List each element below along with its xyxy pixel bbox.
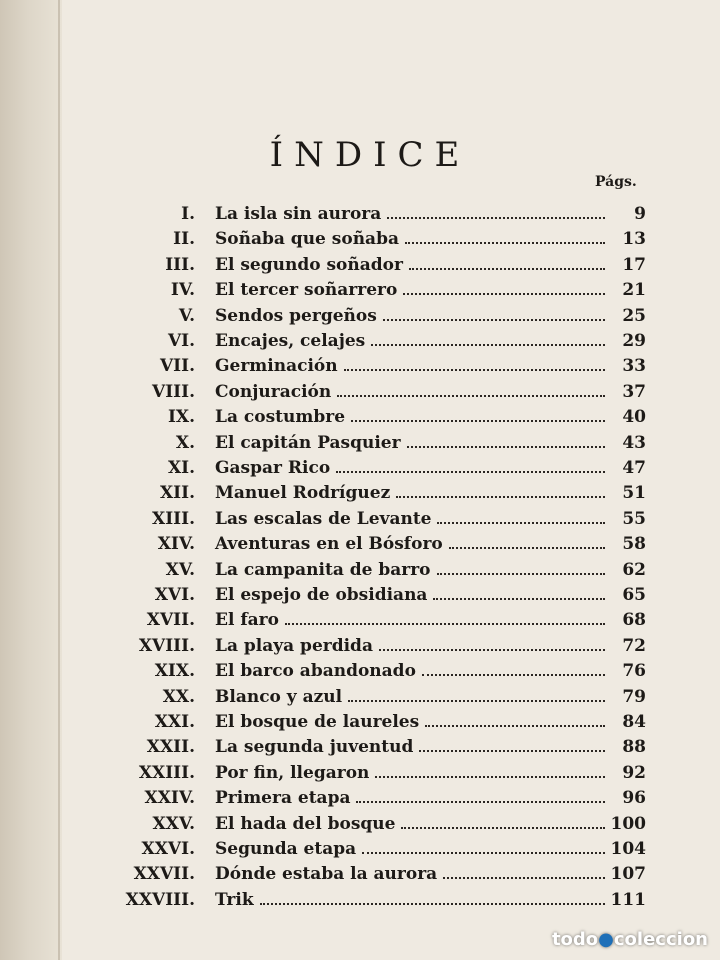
leader-dots <box>405 239 605 244</box>
chapter-title: Las escalas de Levante <box>215 508 432 529</box>
watermark-prefix: todo <box>551 929 599 950</box>
chapter-title: El barco abandonado <box>215 661 416 682</box>
leader-dots <box>260 900 605 905</box>
leader-dots <box>449 544 605 549</box>
chapter-page-number: 37 <box>622 381 646 402</box>
chapter-number: IV. <box>170 280 195 301</box>
chapter-number: XXVIII. <box>125 889 195 910</box>
leader-dots <box>351 417 605 422</box>
chapter-title: Gaspar Rico <box>215 458 331 478</box>
chapter-number: XII. <box>159 483 195 504</box>
chapter-title-wrap <box>215 407 605 427</box>
chapter-number: XIX. <box>154 661 195 682</box>
chapter-number: XV. <box>165 559 195 580</box>
chapter-number: XI. <box>167 458 195 478</box>
toc-row <box>0 304 720 330</box>
chapter-page-number: 40 <box>622 407 646 428</box>
toc-row <box>0 786 720 812</box>
leader-dots <box>336 468 605 473</box>
chapter-title: La segunda juventud <box>215 737 414 758</box>
chapter-number: III. <box>165 254 195 275</box>
chapter-page-number: 21 <box>622 280 646 301</box>
toc-row <box>0 837 720 863</box>
chapter-title: Segunda etapa <box>215 839 357 859</box>
chapter-title-wrap <box>215 763 605 783</box>
leader-dots <box>356 798 605 803</box>
chapter-title: El bosque de laureles <box>215 712 420 732</box>
chapter-title-wrap <box>215 229 605 249</box>
chapter-title: Primera etapa <box>215 788 351 809</box>
leader-dots <box>362 849 605 854</box>
chapter-page-number: 9 <box>634 204 646 224</box>
chapter-page-number: 33 <box>622 356 646 377</box>
chapter-title: Por fin, llegaron <box>215 762 370 783</box>
leader-dots <box>407 443 605 448</box>
chapter-page-number: 107 <box>610 864 646 885</box>
chapter-title-wrap <box>215 610 605 630</box>
leader-dots <box>422 671 605 676</box>
chapter-title-wrap <box>215 331 605 351</box>
chapter-title-wrap <box>215 661 605 681</box>
chapter-number: XXIII. <box>138 762 195 783</box>
chapter-title-wrap <box>215 306 605 326</box>
leader-dots <box>403 290 605 295</box>
pages-column-label: Págs. <box>595 174 637 190</box>
chapter-title-wrap <box>215 356 605 376</box>
chapter-page-number: 96 <box>622 788 646 809</box>
toc-row <box>0 888 720 914</box>
leader-dots <box>409 265 605 270</box>
chapter-title-wrap <box>215 687 605 707</box>
toc-row <box>0 329 720 355</box>
leader-dots <box>375 773 605 778</box>
chapter-number: IX. <box>167 407 195 428</box>
toc-row <box>0 558 720 584</box>
leader-dots <box>285 620 605 625</box>
chapter-title-wrap <box>215 814 605 834</box>
chapter-page-number: 79 <box>622 686 646 707</box>
toc-row <box>0 253 720 279</box>
chapter-page-number: 68 <box>622 610 646 631</box>
chapter-number: XXVII. <box>133 864 195 885</box>
toc-row <box>0 583 720 609</box>
chapter-page-number: 58 <box>622 534 646 555</box>
chapter-number: XXVI. <box>141 839 195 859</box>
chapter-number: XXI. <box>154 712 195 732</box>
chapter-page-number: 47 <box>622 458 646 478</box>
chapter-title-wrap <box>215 204 605 224</box>
leader-dots <box>425 722 605 727</box>
chapter-title-wrap <box>215 534 605 554</box>
toc-row <box>0 634 720 660</box>
leader-dots <box>419 747 605 752</box>
chapter-title: Germinación <box>215 356 338 377</box>
chapter-number: I. <box>181 204 195 224</box>
chapter-page-number: 65 <box>622 585 646 605</box>
chapter-title: Encajes, celajes <box>215 331 366 351</box>
toc-row <box>0 380 720 406</box>
chapter-page-number: 62 <box>622 559 646 580</box>
chapter-number: VI. <box>167 331 195 351</box>
toc-row <box>0 685 720 711</box>
chapter-title-wrap <box>215 458 605 478</box>
chapter-number: VII. <box>159 356 195 377</box>
chapter-title-wrap <box>215 280 605 300</box>
leader-dots <box>387 214 605 219</box>
leader-dots <box>433 595 605 600</box>
chapter-title-wrap <box>215 890 605 910</box>
chapter-title-wrap <box>215 483 605 503</box>
chapter-title-wrap <box>215 636 605 656</box>
leader-dots <box>401 824 605 829</box>
leader-dots <box>437 519 605 524</box>
chapter-number: VIII. <box>152 381 195 402</box>
chapter-title: La isla sin aurora <box>215 204 382 224</box>
toc-row <box>0 659 720 685</box>
chapter-page-number: 29 <box>622 331 646 351</box>
chapter-title-wrap <box>215 788 605 808</box>
chapter-title-wrap <box>215 712 605 732</box>
chapter-number: XVII. <box>146 610 195 631</box>
leader-dots <box>437 570 605 575</box>
chapter-number: XVI. <box>154 585 195 605</box>
toc-row <box>0 202 720 228</box>
chapter-title-wrap <box>215 382 605 402</box>
chapter-title: La playa perdida <box>215 635 373 656</box>
watermark <box>552 929 708 950</box>
leader-dots <box>337 392 605 397</box>
chapter-page-number: 51 <box>622 483 646 504</box>
leader-dots <box>344 366 605 371</box>
chapter-title: Aventuras en el Bósforo <box>215 534 443 555</box>
chapter-page-number: 25 <box>622 305 646 326</box>
toc-row <box>0 608 720 634</box>
chapter-title-wrap <box>215 509 605 529</box>
chapter-page-number: 111 <box>610 889 646 910</box>
chapter-page-number: 104 <box>610 839 646 859</box>
toc-row <box>0 481 720 507</box>
watermark-suffix: coleccion <box>613 929 708 950</box>
chapter-page-number: 43 <box>622 432 646 453</box>
chapter-title-wrap <box>215 737 605 757</box>
toc-row <box>0 862 720 888</box>
chapter-number: XIV. <box>157 534 195 555</box>
chapter-title: Sendos pergeños <box>215 305 377 326</box>
chapter-title-wrap <box>215 255 605 275</box>
chapter-title: El hada del bosque <box>215 813 396 834</box>
leader-dots <box>443 874 605 879</box>
chapter-title: El tercer soñarrero <box>215 280 398 301</box>
leader-dots <box>371 341 605 346</box>
chapter-number: XXII. <box>146 737 195 758</box>
chapter-title: Dónde estaba la aurora <box>215 864 438 885</box>
chapter-title-wrap <box>215 433 605 453</box>
toc-row <box>0 710 720 736</box>
chapter-title-wrap <box>215 839 605 859</box>
toc-row <box>0 507 720 533</box>
chapter-title: La campanita de barro <box>215 559 431 580</box>
chapter-page-number: 55 <box>622 508 646 529</box>
page-title: ÍNDICE <box>269 134 471 175</box>
chapter-title: Blanco y azul <box>215 686 343 707</box>
leader-dots <box>396 493 605 498</box>
chapter-page-number: 72 <box>622 635 646 656</box>
leader-dots <box>383 316 605 321</box>
toc-row <box>0 354 720 380</box>
leader-dots <box>379 646 605 651</box>
toc-row <box>0 431 720 457</box>
chapter-number: II. <box>173 229 195 250</box>
chapter-title-wrap <box>215 585 605 605</box>
toc-row <box>0 735 720 761</box>
chapter-page-number: 76 <box>622 661 646 682</box>
chapter-number: XVIII. <box>138 635 195 656</box>
chapter-page-number: 84 <box>622 712 646 732</box>
toc-row <box>0 532 720 558</box>
chapter-number: X. <box>175 432 195 453</box>
chapter-title: Trik <box>215 889 254 910</box>
chapter-title: El faro <box>215 610 279 631</box>
toc-row <box>0 278 720 304</box>
toc-row <box>0 405 720 431</box>
chapter-title-wrap <box>215 864 605 884</box>
toc-row <box>0 456 720 482</box>
chapter-title: El segundo soñador <box>215 254 403 275</box>
toc-row <box>0 227 720 253</box>
chapter-page-number: 92 <box>622 762 646 783</box>
watermark-dot: ● <box>598 929 614 950</box>
chapter-number: XXIV. <box>144 788 195 809</box>
chapter-title: El espejo de obsidiana <box>215 585 428 605</box>
chapter-title: Soñaba que soñaba <box>215 229 399 250</box>
leader-dots <box>348 697 605 702</box>
chapter-title-wrap <box>215 560 605 580</box>
chapter-title: Conjuración <box>215 381 332 402</box>
toc-row <box>0 812 720 838</box>
chapter-title: Manuel Rodríguez <box>215 483 391 504</box>
chapter-page-number: 17 <box>622 254 646 275</box>
chapter-page-number: 88 <box>622 737 646 758</box>
chapter-number: V. <box>178 305 195 326</box>
chapter-number: XIII. <box>152 508 195 529</box>
chapter-title: El capitán Pasquier <box>215 432 401 453</box>
chapter-number: XXV. <box>152 813 195 834</box>
chapter-number: XX. <box>162 686 195 707</box>
chapter-title: La costumbre <box>215 407 346 428</box>
toc-row <box>0 761 720 787</box>
chapter-page-number: 100 <box>610 813 646 834</box>
chapter-page-number: 13 <box>622 229 646 250</box>
